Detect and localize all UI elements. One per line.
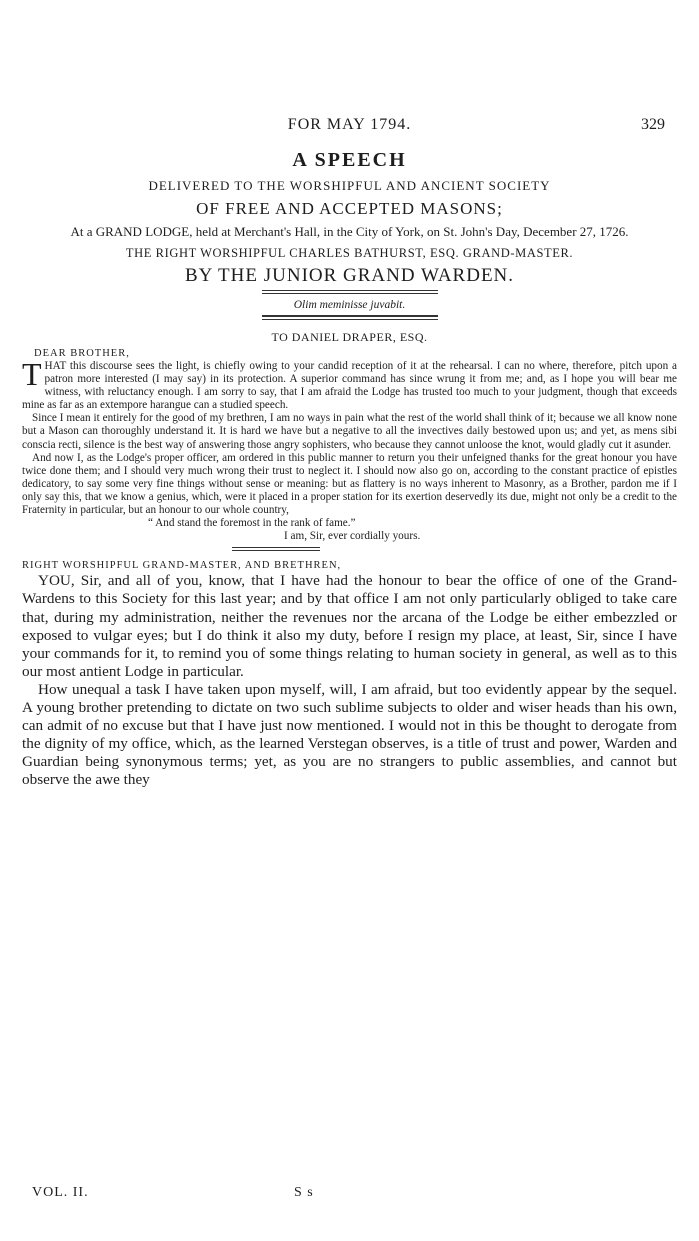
title-block <box>22 146 677 320</box>
grand-master-line: THE RIGHT WORSHIPFUL CHARLES BATHURST, ESQ. GRAND-MASTER. <box>125 246 574 260</box>
occasion-line: At a GRAND LODGE, held at Merchant's Hall, in the City of York, on St. John's Day, December 27, 1726. <box>70 224 629 239</box>
verse-quote: “ And stand the foremost in the rank of fame.” <box>148 517 356 530</box>
dedication-paragraph: Since I mean it entirely for the good of my brethren, I am no ways in pain what the rest of the world shall think of it; because we all know none but a Mason can thoroughly understand it. It is hard we have but a negative to all the invectives daily bestowed upon us; and yet, as mens sibi conscia recti, silence is the best way of answering those angry sophisters, who because they cannot unloose the knot, would gladly cut it asunder. <box>22 412 677 451</box>
motto: Olim meminisse juvabit. <box>293 299 406 311</box>
signoff: I am, Sir, ever cordially yours. <box>284 530 421 543</box>
speech-paragraph: YOU, Sir, and all of you, know, that I have had the honour to bear the office of one of the Grand-Wardens to this Society for this last year; and by that office I am not only particularly obliged to take care that, during my administration, neither the revenues nor the arcana of the Lodge be either embezzled or exposed to vulgar eyes; but I do think it also my duty, before I resign my place, at least, Sir, since I have your commands for it, to remind you of some things relating to human society in general, as well as to this our most antient Lodge in particular. <box>22 572 677 680</box>
ornamental-rule <box>262 290 438 294</box>
delivered-line: DELIVERED TO THE WORSHIPFUL AND ANCIENT SOCIETY <box>148 178 551 193</box>
speech-address: RIGHT WORSHIPFUL GRAND-MASTER, AND BRETHREN, <box>22 560 342 572</box>
page-footer <box>32 1185 677 1205</box>
volume-marker: VOL. II. <box>32 1185 89 1200</box>
salutation: DEAR BROTHER, <box>34 348 130 359</box>
speech-paragraph: How unequal a task I have taken upon myself, will, I am afraid, but too evidently appear by the sequel. A young brother pretending to dictate on two such sublime subjects to older and wiser heads than his own, can admit of no excuse but that I have just now mentioned. I would not in this be thought to derogate from the dignity of my office, which, as the learned Verstegan observes, is a title of trust and power, Warden and Guardian being synonymous terms; yet, as you are no strangers to public assemblies, and cannot but observe the awe they <box>22 680 677 789</box>
speech-title: A SPEECH <box>292 149 407 171</box>
running-title: FOR MAY 1794. <box>287 116 412 133</box>
dedication-paragraph-text: HAT this discourse sees the light, is chiefly owing to your candid reception of it at the rehearsal. I can no where, therefore, pitch upon a patron more interested (I may say) in its protection. A superior command has since wrung it from me; and, as I hope you will bear me witness, with reluctancy enough. I am sorry to say, that I am afraid the Lodge has trusted too much to your judgment, though that exceeds mine as far as an extempore harangue can a studied speech. <box>22 360 677 412</box>
dedication-heading: TO DANIEL DRAPER, ESQ. <box>271 330 428 344</box>
dedication-letter <box>22 330 677 551</box>
dedication-paragraph: And now I, as the Lodge's proper officer, am ordered in this public manner to return you their unfeigned thanks for the great honour you have twice done them; and I should very much wrong their trust to neglect it. I should now also go on, according to the constant practice of epistles dedicatory, to say some very fine things without sense or meaning: but as flattery is no ways inherent to Masonry, as a Brother, pardon me if I only say this, that we know a genius, which, were it placed in a proper station for its exertion deservedly its due, might not only be a credit to the Fraternity in particular, but an honour to our whole country, <box>22 451 677 517</box>
author-line: BY THE JUNIOR GRAND WARDEN. <box>184 265 515 286</box>
section-rule <box>232 547 320 551</box>
running-head <box>22 0 677 133</box>
society-name: OF FREE AND ACCEPTED MASONS; <box>196 199 503 218</box>
ornamental-rule <box>262 315 438 320</box>
dedication-paragraph <box>22 356 677 412</box>
speech-body <box>22 559 677 789</box>
page-number: 329 <box>641 116 665 133</box>
drop-cap: T <box>22 356 42 392</box>
signature-mark: S s <box>294 1185 314 1200</box>
